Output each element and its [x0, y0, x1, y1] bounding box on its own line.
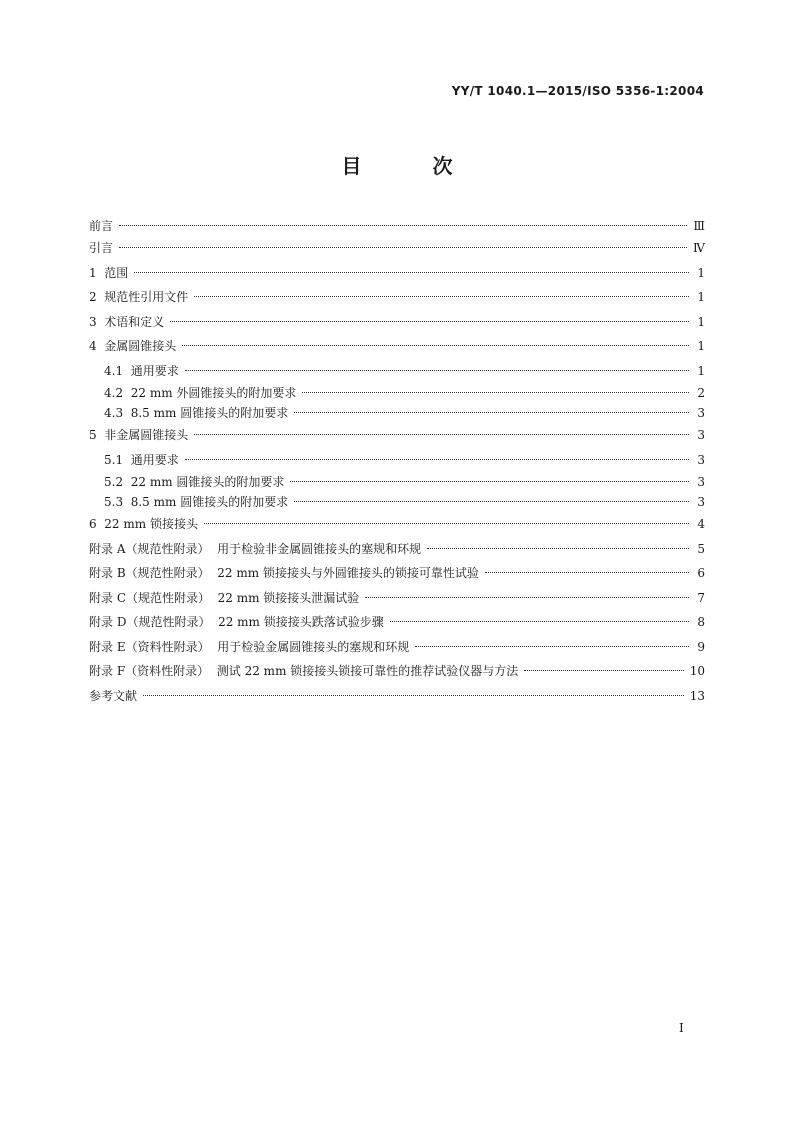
toc-entry-number: 5.3: [104, 495, 124, 509]
toc-entry[interactable]: [89, 512, 705, 537]
dot-leader: [485, 572, 689, 573]
toc-entry-title: （规范性附录） 22 mm 锁接接头泄漏试验: [126, 590, 360, 605]
dot-leader: [427, 548, 689, 549]
dot-leader: [524, 670, 683, 671]
toc-entry[interactable]: [89, 448, 705, 473]
toc-entry-page: 5: [697, 541, 705, 556]
toc-entry-number: 附录 E: [89, 639, 126, 654]
toc-entry[interactable]: [89, 359, 705, 384]
toc-entry-page: 3: [697, 475, 705, 489]
toc-entry-title: 22 mm 圆锥接头的附加要求: [130, 475, 285, 489]
toc-entry[interactable]: [89, 423, 705, 448]
toc-entry-number: 4.1: [104, 363, 124, 378]
toc-entry-page: 2: [697, 386, 705, 400]
toc-entry-page: 7: [697, 590, 705, 605]
toc-entry[interactable]: [89, 383, 705, 403]
toc-entry-page: 1: [697, 339, 705, 353]
dot-leader: [194, 434, 689, 435]
toc-entry-number: 附录 C: [89, 590, 126, 605]
toc-entry-page: 13: [689, 688, 705, 703]
toc-entry-number: 4.2: [104, 386, 124, 400]
toc-entry-title: 范围: [104, 265, 129, 280]
toc-entry-number: 4.3: [104, 406, 124, 420]
toc-entry-number: 1: [89, 265, 97, 280]
toc-entry-page: 1: [697, 290, 705, 304]
toc-entry[interactable]: [89, 310, 705, 335]
toc-entry-title: 前言: [89, 219, 114, 233]
toc-entry-title: 22 mm 锁接接头: [104, 517, 198, 531]
toc-entry-title: （规范性附录） 22 mm 锁接接头跌落试验步骤: [126, 615, 384, 629]
toc-entry-title: 8.5 mm 圆锥接头的附加要求: [130, 406, 289, 420]
toc-entry[interactable]: [89, 334, 705, 359]
toc-entry-title: 通用要求: [130, 452, 179, 467]
toc-entry-page: 1: [697, 265, 705, 280]
toc-entry-number: 4: [89, 339, 97, 353]
toc-entry-number: 6: [89, 517, 97, 531]
dot-leader: [143, 695, 684, 696]
toc-entry-title: 22 mm 外圆锥接头的附加要求: [130, 386, 297, 400]
toc-entry[interactable]: [89, 216, 705, 236]
toc-entry-title: （资料性附录） 用于检验金属圆锥接头的塞规和环规: [125, 639, 410, 654]
dot-leader: [194, 296, 689, 297]
toc-entry-number: 5.2: [104, 475, 124, 489]
dot-leader: [290, 481, 689, 482]
dot-leader: [365, 597, 689, 598]
toc-entry[interactable]: [89, 236, 705, 261]
toc-entry-number: 附录 B: [89, 566, 126, 580]
dot-leader: [415, 646, 689, 647]
toc-entry-page: 6: [697, 566, 705, 580]
toc-entry-page: 3: [697, 452, 705, 467]
dot-leader: [302, 392, 689, 393]
toc-entry-title: （规范性附录） 22 mm 锁接接头与外圆锥接头的锁接可靠性试验: [125, 566, 479, 580]
toc-entry-page: Ⅳ: [693, 241, 705, 255]
page-title: 目 次: [341, 154, 485, 178]
toc-entry-page: 3: [697, 406, 705, 420]
toc-entry-title: 参考文献: [89, 688, 138, 703]
dot-leader: [170, 321, 689, 322]
toc-entry-title: 非金属圆锥接头: [104, 428, 189, 442]
toc-entry[interactable]: [89, 537, 705, 562]
toc-entry[interactable]: [89, 586, 705, 611]
toc-entry-page: Ⅲ: [693, 219, 705, 233]
toc-entry[interactable]: [89, 492, 705, 512]
toc-entry-page: 1: [697, 314, 705, 329]
toc-entry[interactable]: [89, 561, 705, 586]
toc-entry-title: 引言: [89, 241, 114, 255]
standard-code: YY/T 1040.1—2015/ISO 5356-1:2004: [451, 84, 704, 98]
toc-entry-number: 附录 D: [89, 615, 127, 629]
toc-entry[interactable]: [89, 684, 705, 709]
toc-entry-number: 附录 F: [89, 664, 126, 678]
toc-entry-page: 1: [697, 363, 705, 378]
toc-entry-page: 9: [697, 639, 705, 654]
toc-entry-number: 附录 A: [89, 541, 126, 556]
toc-entry[interactable]: [89, 659, 705, 684]
dot-leader: [294, 501, 689, 502]
dot-leader: [185, 459, 689, 460]
toc-entry-page: 3: [697, 495, 705, 509]
dot-leader: [185, 370, 689, 371]
toc-entry[interactable]: [89, 610, 705, 635]
toc-entry-page: 4: [697, 517, 705, 531]
dot-leader: [390, 621, 689, 622]
toc-entry-number: 2: [89, 290, 97, 304]
dot-leader: [119, 225, 687, 226]
toc-entry[interactable]: [89, 472, 705, 492]
table-of-contents: [89, 216, 705, 708]
toc-entry-title: 金属圆锥接头: [104, 339, 177, 353]
toc-entry-title: 规范性引用文件: [104, 290, 189, 304]
toc-entry-title: （资料性附录） 测试 22 mm 锁接接头锁接可靠性的推荐试验仪器与方法: [125, 664, 519, 678]
page-number: I: [679, 1021, 684, 1035]
toc-entry[interactable]: [89, 635, 705, 660]
toc-entry-number: 5: [89, 428, 97, 442]
toc-entry[interactable]: [89, 261, 705, 286]
dot-leader: [182, 345, 689, 346]
toc-entry[interactable]: [89, 285, 705, 310]
toc-entry-title: 通用要求: [130, 363, 179, 378]
toc-entry-page: 8: [697, 615, 705, 629]
toc-entry-page: 10: [689, 664, 705, 678]
toc-entry-number: 3: [89, 314, 97, 329]
dot-leader: [204, 523, 689, 524]
toc-entry-page: 3: [697, 428, 705, 442]
toc-entry[interactable]: [89, 403, 705, 423]
toc-entry-title: （规范性附录） 用于检验非金属圆锥接头的塞规和环规: [125, 541, 422, 556]
dot-leader: [119, 247, 687, 248]
dot-leader: [294, 412, 689, 413]
toc-entry-number: 5.1: [104, 452, 124, 467]
dot-leader: [134, 272, 689, 273]
toc-entry-title: 术语和定义: [104, 314, 165, 329]
toc-entry-title: 8.5 mm 圆锥接头的附加要求: [130, 495, 289, 509]
